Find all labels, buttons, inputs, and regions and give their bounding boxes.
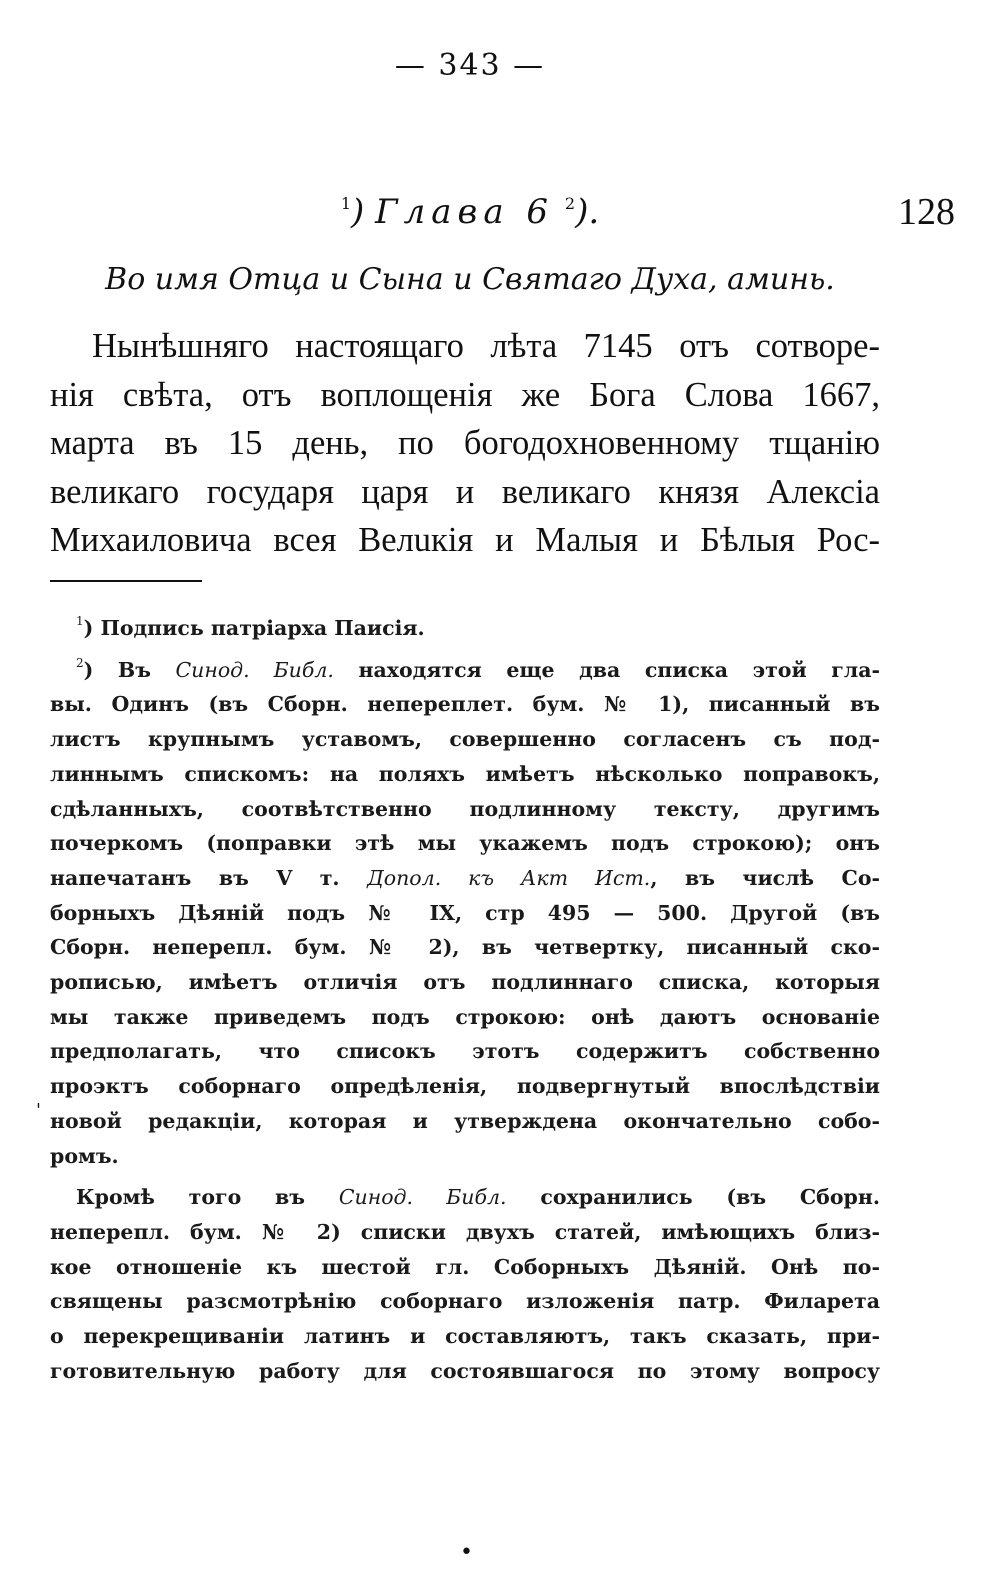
footnote-para-line: кое отношеніе къ шестой гл. Соборныхъ Дѣяній. Онѣ по-: [50, 1254, 880, 1279]
footnote-2-line: новой редакціи, которая и утверждена окончательно собо-: [50, 1108, 880, 1133]
footnote-2-line: ромъ.: [50, 1143, 119, 1168]
invocation: Во имя Отца и Сына и Святаго Духа, аминь.: [105, 262, 835, 297]
footnote-para-line: готовительную работу для состоявшагося по этому вопросу: [50, 1358, 880, 1383]
footnote-2-line: почеркомъ (поправки этѣ мы укажемъ подъ строкою); онъ: [50, 831, 880, 856]
footnote-para-line: Кромѣ того въ Синод. Библ. сохранились (въ Сборн.: [76, 1185, 880, 1210]
footnote-2-line: листъ крупнымъ уставомъ, совершенно согласенъ съ под-: [50, 727, 880, 752]
source-ref: Допол. къ Акт Ист.: [367, 865, 651, 890]
main-text-line: великаго государя царя и великаго князя Алексіа: [50, 472, 880, 511]
main-text-line: Михаиловича всея Велuкія и Малыя и Бѣлыя Рос-: [50, 521, 880, 559]
page-number: — 343 —: [394, 48, 546, 83]
footnote-2-line: проэктъ соборнаго опредѣленія, подвергнутый впослѣдствіи: [50, 1074, 880, 1099]
margin-mark: ': [36, 1100, 41, 1121]
footnote-ref-1: 1: [340, 194, 352, 213]
footnote-divider: [50, 580, 202, 582]
main-text-line: нія свѣта, отъ воплощенія же Бога Слова 1667,: [50, 375, 880, 414]
footnote-marker: 2: [76, 655, 84, 670]
bottom-mark: •: [460, 1540, 473, 1565]
footnote-2-line: $^2$) Въ Синод. Библ. находятся еще два списка этой гла-: [76, 655, 881, 682]
footnote-2-line: предполагать, что списокъ этотъ содержитъ собственно: [50, 1039, 880, 1064]
footnote-1: $^1$) Подпись патріарха Паисія.: [76, 614, 425, 640]
main-text-line: марта въ 15 день, по богодохновенному тщанію: [50, 424, 880, 462]
footnote-2-line: сдѣланныхъ, соотвѣтственно подлинному тексту, другимъ: [50, 796, 880, 821]
main-text: [50, 322, 880, 565]
source-ref: Синод. Библ.: [338, 1185, 507, 1210]
source-ref: Синод. Библ.: [175, 657, 334, 682]
footnote-2-line: напечатанъ въ V т. Допол. къ Акт Ист., въ числѣ Со-: [50, 865, 880, 890]
footnote-para-line: священы разсмотрѣнію соборнаго изложенія патр. Филарета: [50, 1289, 880, 1314]
footnote-2-line: Сборн. неперепл. бум. № 2), въ четвертку, писанный ско-: [50, 935, 880, 960]
footnote-para-line: неперепл. бум. № 2) списки двухъ статей, имѣющихъ близ-: [50, 1219, 880, 1244]
footnote-2-line: линнымъ спискомъ: на поляхъ имѣетъ нѣсколько поправокъ,: [50, 761, 880, 786]
footnote-2-line: вы. Одинъ (въ Сборн. непереплет. бум. № 1), писанный въ: [50, 692, 880, 717]
main-text-line: Нынѣшняго настоящаго лѣта 7145 отъ сотворе-: [92, 327, 880, 365]
chapter-title: Глава 6: [375, 192, 555, 232]
chapter-heading: $^1$) Глава 6 $^2$).: [340, 192, 600, 232]
footnote-para-line: о перекрещиваніи латинъ и составляютъ, такъ сказать, при-: [50, 1324, 880, 1349]
footnote-2-line: рописью, имѣетъ отличія отъ подлиннаго списка, которыя: [50, 970, 880, 995]
footnote-1-text: Подпись патріарха Паисія.: [100, 616, 425, 640]
footnote-marker: 1: [76, 614, 84, 628]
footnote-2-line: борныхъ Дѣяній подъ № IX, стр 495 — 500. Другой (въ: [50, 900, 880, 925]
margin-number: 128: [898, 191, 955, 233]
chapter-heading-close: ).: [575, 192, 600, 232]
footnote-2-line: мы также приведемъ подъ строкою: онѣ даютъ основаніе: [50, 1004, 880, 1029]
footnotes: [50, 604, 880, 1388]
footnote-ref-2: 2: [564, 194, 576, 213]
